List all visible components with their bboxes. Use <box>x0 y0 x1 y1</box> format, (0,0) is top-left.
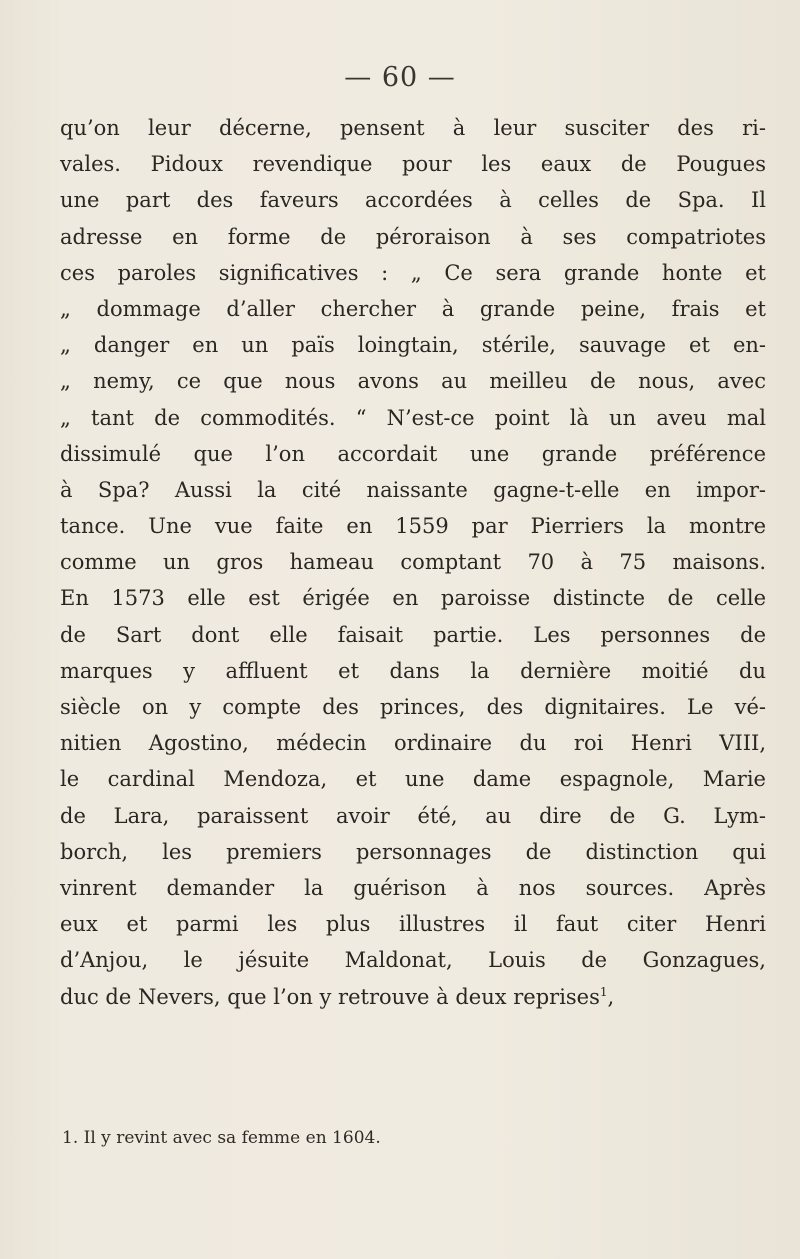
body-text <box>60 110 766 1015</box>
text-line: tance. Une vue faite en 1559 par Pierriers la montre <box>60 514 766 539</box>
text-line-last <box>60 979 766 1015</box>
text-line: d’Anjou, le jésuite Maldonat, Louis de Gonzagues, <box>60 948 766 973</box>
text-line: borch, les premiers personnages de distinction qui <box>60 839 766 864</box>
text-line: En 1573 elle est érigée en paroisse distincte de celle <box>60 586 766 611</box>
text-line: „ dommage d’aller chercher à grande peine, frais et <box>60 296 766 321</box>
text-line: marques y affluent et dans la dernière moitié du <box>60 658 766 683</box>
text-line: de Lara, paraissent avoir été, au dire de G. Lym- <box>60 803 766 828</box>
text-line-content: duc de Nevers, que l’on y retrouve à deux reprises <box>60 984 600 1009</box>
text-line: comme un gros hameau comptant 70 à 75 maisons. <box>60 550 766 575</box>
text-line: dissimulé que l’on accordait une grande préférence <box>60 441 766 466</box>
text-line: nitien Agostino, médecin ordinaire du roi Henri VIII, <box>60 731 766 756</box>
text-line: vales. Pidoux revendique pour les eaux de Pougues <box>60 152 766 177</box>
text-line: de Sart dont elle faisait partie. Les personnes de <box>60 622 766 647</box>
text-line: „ danger en un païs loingtain, stérile, sauvage et en- <box>60 333 766 358</box>
footnote: 1. Il y revint avec sa femme en 1604. <box>62 1128 381 1148</box>
text-line: „ nemy, ce que nous avons au meilleu de nous, avec <box>60 369 766 394</box>
text-line: à Spa? Aussi la cité naissante gagne-t-elle en impor- <box>60 477 766 502</box>
text-line: le cardinal Mendoza, et une dame espagnole, Marie <box>60 767 766 792</box>
text-line: une part des faveurs accordées à celles de Spa. Il <box>60 188 766 213</box>
footnote-reference: 1 <box>599 984 608 999</box>
text-line: ces paroles significatives : „ Ce sera grande honte et <box>60 260 766 285</box>
text-line: eux et parmi les plus illustres il faut citer Henri <box>60 912 766 937</box>
text-line: „ tant de commodités. “ N’est-ce point là un aveu mal <box>60 405 766 430</box>
text-line: qu’on leur décerne, pensent à leur susciter des ri- <box>60 116 766 140</box>
text-line: adresse en forme de péroraison à ses compatriotes <box>60 224 766 249</box>
text-line: vinrent demander la guérison à nos sources. Après <box>60 875 766 900</box>
text-line-trailing: , <box>607 984 615 1009</box>
page-number: — 60 — <box>344 62 456 93</box>
text-line: siècle on y compte des princes, des dignitaires. Le vé- <box>60 695 766 719</box>
